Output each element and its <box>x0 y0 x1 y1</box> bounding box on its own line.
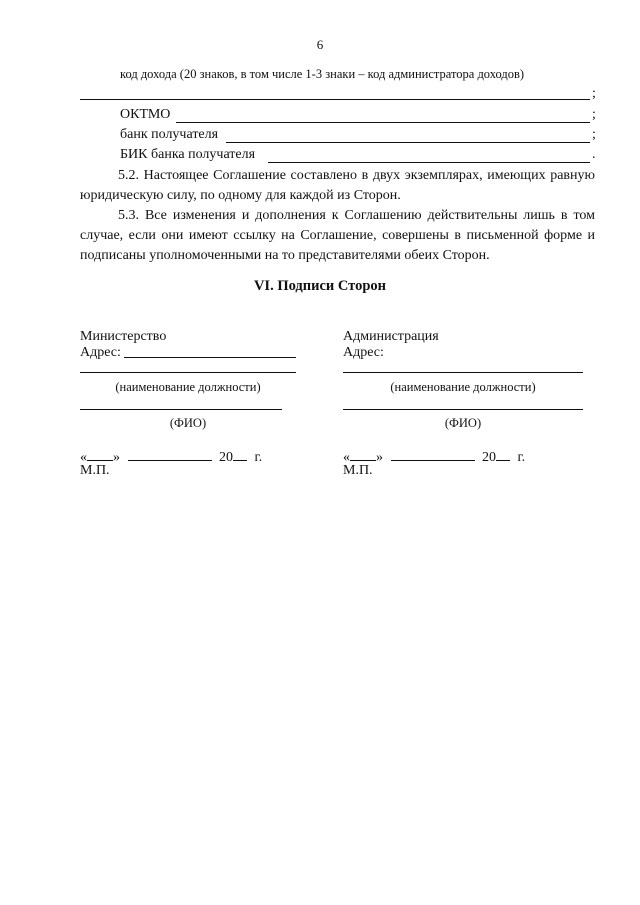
page-number: 6 <box>316 37 324 52</box>
bik-period: . <box>592 147 596 162</box>
left-party-name: Министерство <box>80 329 167 344</box>
bank-label: банк получателя <box>120 127 219 142</box>
paragraph-5-3: 5.3. Все изменения и дополнения к Соглашению действительны лишь в том случае, если они имеют ссылку на Соглашение, совершены в письменной форме и подписаны уполномоченными на то представителями обеих Сторон. <box>80 208 595 263</box>
left-address-label: Адрес: <box>80 345 121 360</box>
bik-field[interactable] <box>268 162 590 163</box>
bik-label: БИК банка получателя <box>120 147 256 162</box>
right-date-close: » <box>376 450 383 465</box>
left-year-field[interactable] <box>233 447 247 461</box>
left-date-open: « <box>80 450 87 465</box>
right-month-field[interactable] <box>391 447 475 461</box>
right-address-field[interactable] <box>343 372 583 373</box>
right-position-caption: (наименование должности) <box>390 380 536 394</box>
left-address-field[interactable] <box>124 357 296 358</box>
bank-semicolon: ; <box>592 127 596 142</box>
left-position-field[interactable] <box>80 409 282 410</box>
left-year-suffix: г. <box>254 450 263 465</box>
oktmo-semicolon: ; <box>592 107 596 122</box>
right-date-open: « <box>343 450 350 465</box>
right-fio-caption: (ФИО) <box>444 416 482 430</box>
right-day-field[interactable] <box>350 447 376 461</box>
left-month-field[interactable] <box>128 447 212 461</box>
left-day-field[interactable] <box>87 447 113 461</box>
right-position-field[interactable] <box>343 409 583 410</box>
right-address-label: Адрес: <box>343 345 384 360</box>
right-party-name: Администрация <box>343 329 439 344</box>
right-year-suffix: г. <box>517 450 526 465</box>
paragraph-5-2: 5.2. Настоящее Соглашение составлено в двух экземплярах, имеющих равную юридическую силу, по одному для каждой из Сторон. <box>80 168 595 203</box>
right-year-field[interactable] <box>496 447 510 461</box>
oktmo-label: ОКТМО <box>120 107 171 122</box>
right-year-prefix: 20 <box>482 450 496 465</box>
bank-field[interactable] <box>226 142 590 143</box>
right-stamp: М.П. <box>343 463 373 478</box>
income-code-label: код дохода (20 знаков, в том числе 1-3 знаки – код администратора доходов) <box>120 67 525 81</box>
left-fio-caption: (ФИО) <box>169 416 207 430</box>
left-position-caption: (наименование должности) <box>115 380 261 394</box>
section-title: VI. Подписи Сторон <box>253 278 387 294</box>
income-code-semicolon: ; <box>592 86 596 101</box>
income-code-field[interactable] <box>80 99 590 100</box>
left-year-prefix: 20 <box>219 450 233 465</box>
left-stamp: М.П. <box>80 463 110 478</box>
left-date-close: » <box>113 450 120 465</box>
left-address-field-2[interactable] <box>80 372 296 373</box>
oktmo-field[interactable] <box>176 122 590 123</box>
